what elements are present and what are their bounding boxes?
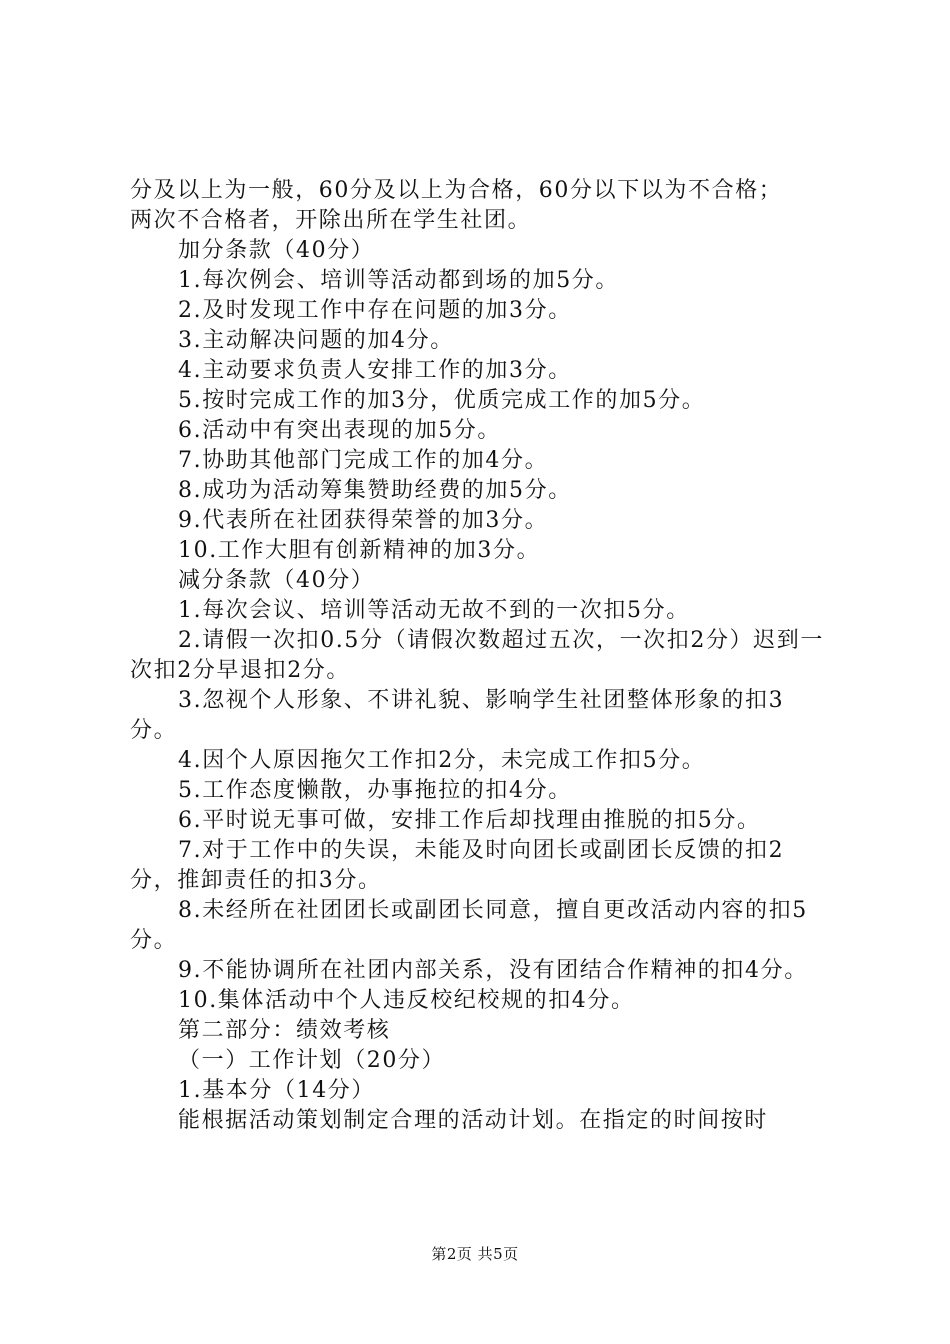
paragraph-line: 两次不合格者，开除出所在学生社团。 xyxy=(130,208,532,233)
list-item: 4.因个人原因拖欠工作扣2分，未完成工作扣5分。 xyxy=(178,748,706,773)
list-item: 5.按时完成工作的加3分，优质完成工作的加5分。 xyxy=(178,388,706,413)
page-number: 第2页 共5页 xyxy=(431,1245,519,1263)
list-item: 1.每次例会、培训等活动都到场的加5分。 xyxy=(178,268,619,293)
list-item: 8.未经所在社团团长或副团长同意，擅自更改活动内容的扣5分。 xyxy=(130,898,808,953)
section-heading-part-two: 第二部分：绩效考核 xyxy=(178,1018,391,1043)
list-item: 7.对于工作中的失误，未能及时向团长或副团长反馈的扣2分，推卸责任的扣3分。 xyxy=(130,838,785,893)
list-item: 2.及时发现工作中存在问题的加3分。 xyxy=(178,298,572,323)
document-body xyxy=(130,176,830,1136)
list-item: 7.协助其他部门完成工作的加4分。 xyxy=(178,448,549,473)
subsection-item: 1.基本分（14分） xyxy=(178,1078,375,1103)
paragraph-line: 能根据活动策划制定合理的活动计划。在指定的时间按时 xyxy=(178,1108,769,1133)
list-item: 3.忽视个人形象、不讲礼貌、影响学生社团整体形象的扣3分。 xyxy=(130,688,785,743)
list-item: 6.活动中有突出表现的加5分。 xyxy=(178,418,501,443)
paragraph-line: 分及以上为一般，60分及以上为合格，60分以下以为不合格； xyxy=(130,178,783,203)
section-heading-deduction: 减分条款（40分） xyxy=(178,568,375,593)
list-item: 9.代表所在社团获得荣誉的加3分。 xyxy=(178,508,549,533)
page-footer xyxy=(0,1243,950,1264)
list-item: 8.成功为活动筹集赞助经费的加5分。 xyxy=(178,478,572,503)
list-item: 5.工作态度懒散，办事拖拉的扣4分。 xyxy=(178,778,572,803)
subsection-heading: （一）工作计划（20分） xyxy=(178,1048,446,1073)
section-heading-bonus: 加分条款（40分） xyxy=(178,238,375,263)
list-item: 10.集体活动中个人违反校纪校规的扣4分。 xyxy=(178,988,635,1013)
list-item: 3.主动解决问题的加4分。 xyxy=(178,328,454,353)
list-item: 9.不能协调所在社团内部关系，没有团结合作精神的扣4分。 xyxy=(178,958,808,983)
list-item: 2.请假一次扣0.5分（请假次数超过五次，一次扣2分）迟到一次扣2分早退扣2分。 xyxy=(130,628,824,683)
list-item: 6.平时说无事可做，安排工作后却找理由推脱的扣5分。 xyxy=(178,808,761,833)
list-item: 1.每次会议、培训等活动无故不到的一次扣5分。 xyxy=(178,598,690,623)
list-item: 4.主动要求负责人安排工作的加3分。 xyxy=(178,358,572,383)
list-item: 10.工作大胆有创新精神的加3分。 xyxy=(178,538,541,563)
